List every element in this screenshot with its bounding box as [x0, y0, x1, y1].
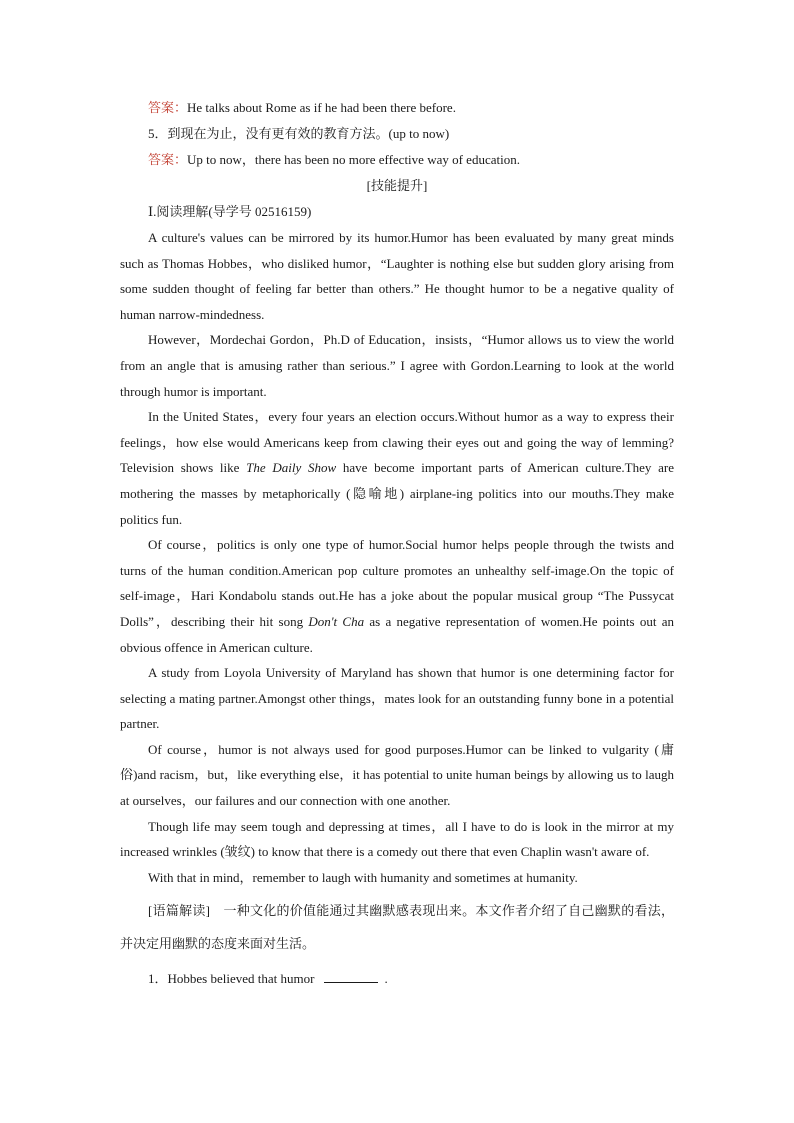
question-end: .: [384, 971, 388, 987]
passage-analysis: [120, 894, 674, 960]
song-title: Don't Cha: [308, 613, 365, 629]
passage-paragraph: With that in mind，remember to laugh with humanity and sometimes at humanity.: [148, 869, 578, 885]
passage-paragraph: A culture's values can be mirrored by its humor.Humor has been evaluated by many great minds such as Thomas Hobbes，who disliked humor，“Laughter is nothing else but sudden glory arising from some sudden thought of feeling far better than others.” He thought humor to be a negative quality of human narrow-mindedness.: [120, 230, 674, 322]
exercise-item-5: 5．到现在为止，没有更有效的教育方法。(up to now): [148, 126, 450, 141]
passage-paragraph: A study from Loyola University of Maryland has shown that humor is one determining factor for selecting a mating partner.Amongst other things，mates look for an outstanding funny bone in a potential partner.: [120, 665, 674, 732]
passage-paragraph: [120, 532, 674, 660]
passage-paragraph: [120, 404, 674, 532]
paragraph-text: as a negative representation of women.He points out an obvious offence in American culture.: [120, 613, 675, 655]
reading-passage: [120, 225, 674, 890]
question-text: 1．Hobbes believed that humor: [148, 971, 315, 987]
answer-text: Up to now，there has been no more effective way of education.: [187, 152, 520, 167]
paragraph-text: have become important parts of American culture.They are mothering the masses by metaphorically (隐喻地) airplane-ing politics into our mouths.They make politics fun.: [120, 460, 674, 527]
answer-5: [120, 147, 674, 173]
passage-paragraph: Of course，humor is not always used for good purposes.Humor can be linked to vulgarity (庸俗)and racism，but，like everything else，it has potential to unite human beings by allowing us to laugh at ourselves，our failures and our connection with one another.: [120, 741, 674, 809]
analysis-text: 一种文化的价值能通过其幽默感表现出来。本文作者介绍了自己幽默的看法，并决定用幽默的态度来面对生活。: [120, 903, 674, 952]
section-title: [技能提升]: [366, 178, 428, 193]
passage-paragraph: Though life may seem tough and depressing at times，all I have to do is look in the mirror at my increased wrinkles (皱纹) to know that there is a comedy out there that even Chaplin wasn't aware of.: [120, 818, 674, 860]
answer-text: He talks about Rome as if he had been there before.: [187, 100, 456, 115]
part-heading: Ⅰ.阅读理解(导学号 02516159): [148, 204, 312, 219]
question-1: [120, 966, 674, 992]
paragraph-text: Of course，politics is only one type of humor.Social humor helps people through the twists and turns of the human condition.American pop culture promotes an unhealthy self-image.On the topic of self-image，Hari Kondabolu stands out.He has a joke about the popular musical group “The Pussycat Dolls”，describing their hit song: [120, 537, 674, 629]
analysis-label: [语篇解读]: [148, 903, 210, 919]
answer-label: 答案：: [148, 100, 188, 115]
answer-label: 答案：: [148, 152, 188, 167]
paragraph-text: In the United States，every four years an election occurs.Without humor as a way to express their feelings，how else would Americans keep from clawing their eyes out and going the way of lemming? Television shows like: [120, 409, 674, 476]
document-page: [120, 95, 674, 992]
answer-blank[interactable]: [324, 970, 378, 983]
passage-paragraph: However，Mordechai Gordon，Ph.D of Education，insists，“Humor allows us to view the world from an angle that is amusing rather than serious.” I agree with Gordon.Learning to look at the world through humor is important.: [120, 332, 674, 399]
answer-4: [120, 95, 674, 121]
show-title: The Daily Show: [246, 460, 337, 476]
